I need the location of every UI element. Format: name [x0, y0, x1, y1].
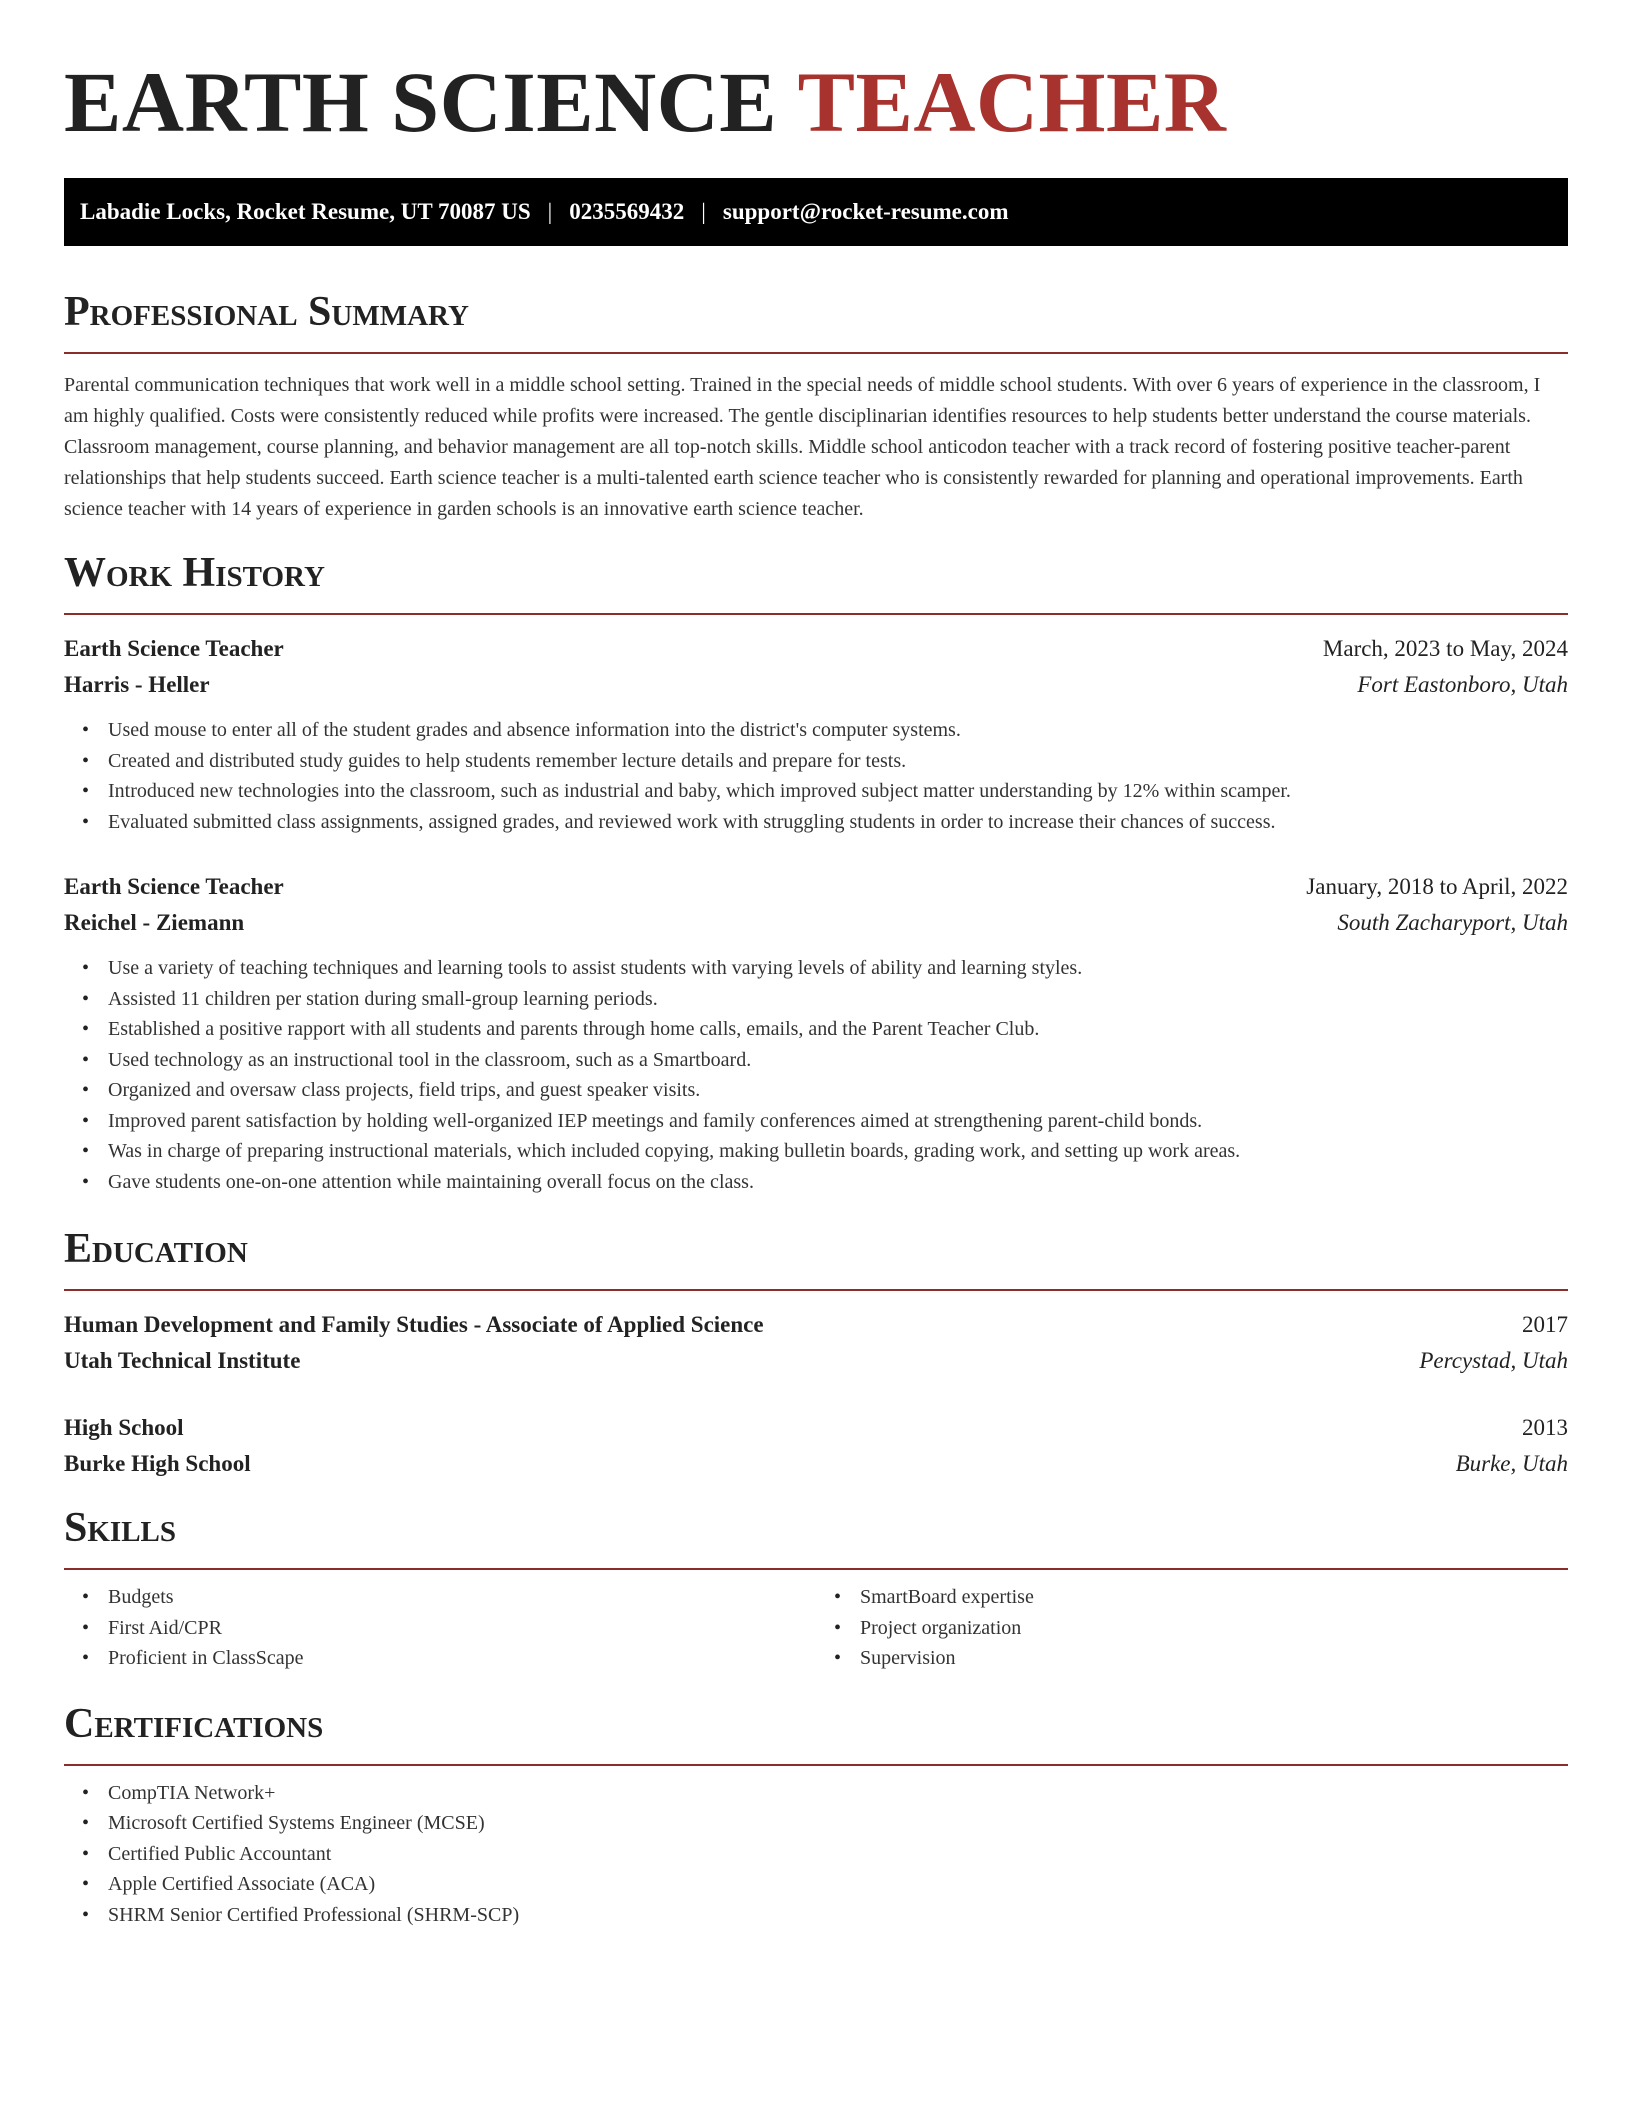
skills-section	[64, 1502, 1568, 1674]
education-school-row	[64, 1343, 1568, 1379]
resume-name-heading	[64, 52, 1568, 152]
education-degree-row	[64, 1307, 1568, 1343]
education-title: Education	[64, 1226, 248, 1272]
contact-email: support@rocket-resume.com	[722, 199, 1009, 224]
skill-item: • Budgets	[108, 1582, 816, 1613]
education-entry	[64, 1307, 1568, 1379]
skill-item: • Proficient in ClassScape	[108, 1643, 816, 1674]
contact-bar	[64, 178, 1568, 246]
job-company: Harris - Heller	[64, 672, 210, 697]
education-year: 2013	[1522, 1415, 1568, 1440]
section-divider	[64, 613, 1568, 615]
job-company-row	[64, 667, 1568, 703]
job-bullet: • Established a positive rapport with all students and parents through home calls, emails, and the Parent Teacher Club.	[108, 1014, 1568, 1045]
job-bullet: • Organized and oversaw class projects, field trips, and guest speaker visits.	[108, 1075, 1568, 1106]
job-bullet: • Used mouse to enter all of the student grades and absence information into the district's computer systems.	[108, 715, 1568, 746]
education-year: 2017	[1522, 1312, 1568, 1337]
section-divider	[64, 1764, 1568, 1766]
job-bullet: • Was in charge of preparing instructional materials, which included copying, making bulletin boards, grading work, and setting up work areas.	[108, 1136, 1568, 1167]
job-company-row	[64, 905, 1568, 941]
skill-item: • Project organization	[860, 1613, 1568, 1644]
job-company: Reichel - Ziemann	[64, 910, 245, 935]
skill-item: • SmartBoard expertise	[860, 1582, 1568, 1613]
contact-separator: |	[547, 199, 553, 224]
job-title: Earth Science Teacher	[64, 874, 284, 899]
work-history-title: Work History	[64, 550, 325, 596]
education-degree-row	[64, 1410, 1568, 1446]
job-bullets	[64, 953, 1568, 1197]
certification-item: • Apple Certified Associate (ACA)	[108, 1869, 1568, 1900]
education-degree: Human Development and Family Studies - Associate of Applied Science	[64, 1312, 764, 1337]
education-location: Percystad, Utah	[1419, 1348, 1568, 1373]
job-header-row	[64, 631, 1568, 667]
certifications-title: Certifications	[64, 1700, 324, 1747]
skills-column-right	[816, 1582, 1568, 1674]
education-location: Burke, Utah	[1455, 1451, 1568, 1476]
certification-item: • Microsoft Certified Systems Engineer (MCSE)	[108, 1808, 1568, 1839]
skill-item: • First Aid/CPR	[108, 1613, 816, 1644]
job-entry	[64, 631, 1568, 837]
certifications-list	[64, 1778, 1568, 1931]
education-school-row	[64, 1446, 1568, 1482]
job-bullet: • Introduced new technologies into the classroom, such as industrial and baby, which improved subject matter understanding by 12% within scamper.	[108, 776, 1568, 807]
job-bullet: • Gave students one-on-one attention while maintaining overall focus on the class.	[108, 1167, 1568, 1198]
job-header-row	[64, 869, 1568, 905]
skills-column-left	[64, 1582, 816, 1674]
skills-title: Skills	[64, 1505, 177, 1551]
certification-item: • CompTIA Network+	[108, 1778, 1568, 1809]
job-title: Earth Science Teacher	[64, 636, 284, 661]
education-school: Utah Technical Institute	[64, 1348, 301, 1373]
job-bullet: • Created and distributed study guides to help students remember lecture details and prepare for tests.	[108, 746, 1568, 777]
job-dates: March, 2023 to May, 2024	[1322, 636, 1568, 661]
certifications-section	[64, 1698, 1568, 1931]
contact-separator: |	[701, 199, 706, 224]
summary-title: Professional Summary	[64, 289, 469, 335]
summary-section	[64, 286, 1568, 525]
section-divider	[64, 1289, 1568, 1291]
work-history-section	[64, 547, 1568, 1197]
certification-item: • SHRM Senior Certified Professional (SHRM-SCP)	[108, 1900, 1568, 1931]
job-bullet: • Evaluated submitted class assignments, assigned grades, and reviewed work with struggling students in order to increase their chances of success.	[108, 807, 1568, 838]
job-bullet: • Assisted 11 children per station during small-group learning periods.	[108, 984, 1568, 1015]
job-dates: January, 2018 to April, 2022	[1306, 874, 1568, 899]
name-first-part: EARTH SCIENCE	[64, 54, 778, 150]
summary-text: Parental communication techniques that work well in a middle school setting. Trained in the special needs of middle school students. With over 6 years of experience in the classroom, I am highly qualified. Costs were consistently reduced while profits were increased. The gentle disciplinarian identifies resources to help students better understand the course materials. Classroom management, course planning, and behavior management are all top-notch skills. Middle school anticodon teacher with a track record of fostering positive teacher-parent relationships that help students succeed. Earth science teacher is a multi-talented earth science teacher who is consistently rewarded for planning and operational improvements. Earth science teacher with 14 years of experience in garden schools is an innovative earth science teacher.	[64, 374, 1541, 520]
job-location: Fort Eastonboro, Utah	[1357, 672, 1568, 697]
education-school: Burke High School	[64, 1451, 251, 1476]
name-accent-part: TEACHER	[797, 54, 1227, 150]
job-bullet: • Used technology as an instructional tool in the classroom, such as a Smartboard.	[108, 1045, 1568, 1076]
job-bullet: • Improved parent satisfaction by holding well-organized IEP meetings and family conferences aimed at strengthening parent-child bonds.	[108, 1106, 1568, 1137]
skill-item: • Supervision	[860, 1643, 1568, 1674]
job-bullets	[64, 715, 1568, 837]
job-bullet: • Use a variety of teaching techniques and learning tools to assist students with varying levels of ability and learning styles.	[108, 953, 1568, 984]
contact-phone: 0235569432	[569, 199, 685, 224]
job-location: South Zacharyport, Utah	[1337, 910, 1568, 935]
education-section	[64, 1223, 1568, 1482]
education-degree: High School	[64, 1415, 184, 1440]
certification-item: • Certified Public Accountant	[108, 1839, 1568, 1870]
section-divider	[64, 352, 1568, 354]
skills-grid	[64, 1570, 1568, 1674]
contact-address: Labadie Locks, Rocket Resume, UT 70087 US	[80, 199, 531, 224]
education-entry	[64, 1410, 1568, 1482]
job-entry	[64, 869, 1568, 1197]
